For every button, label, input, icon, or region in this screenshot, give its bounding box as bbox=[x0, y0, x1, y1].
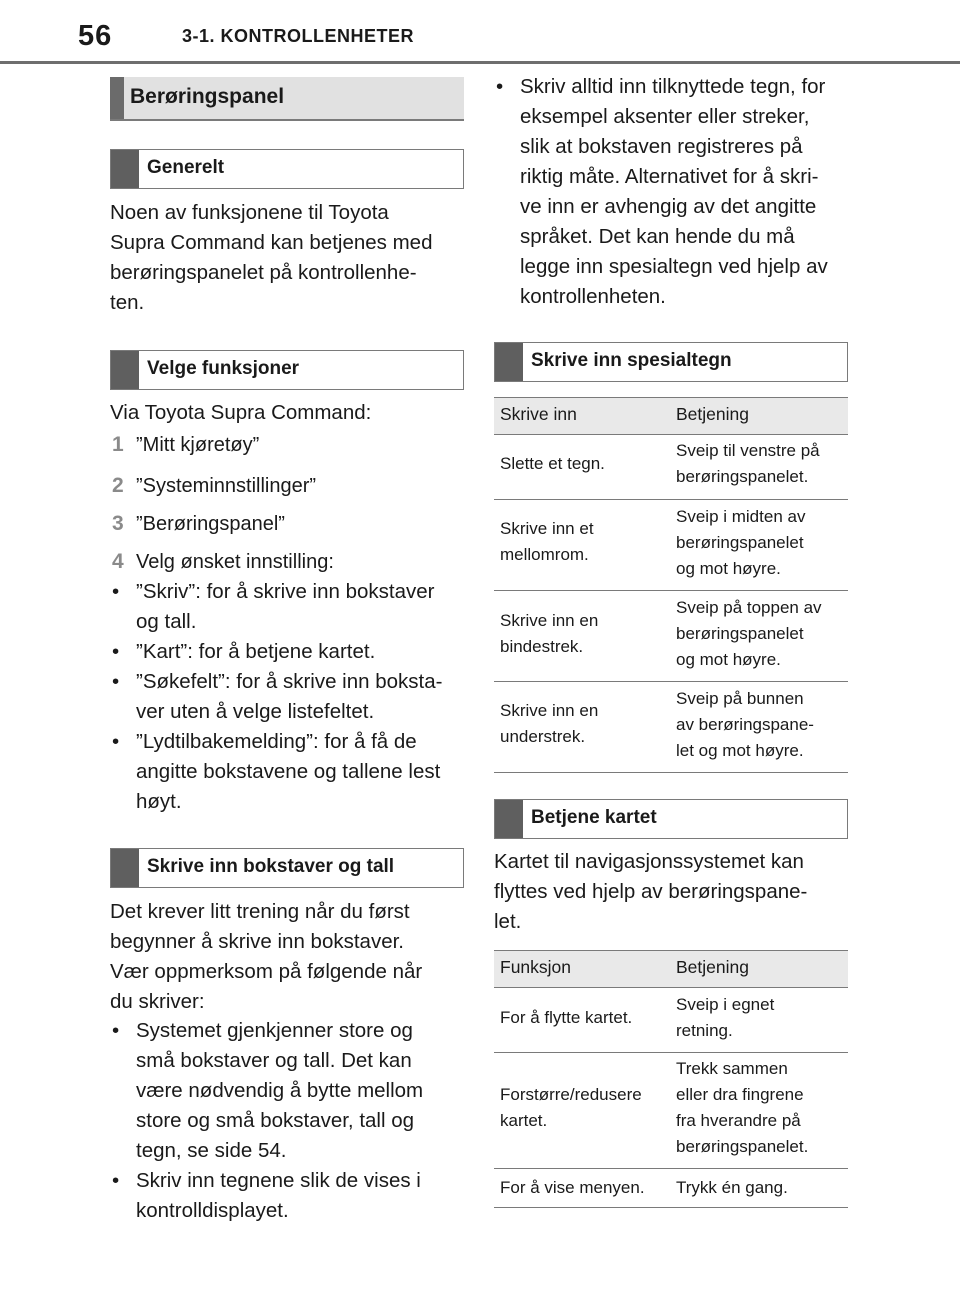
step-4: 4 Velg ønsket innstilling: bbox=[112, 550, 334, 573]
subheading-text: Skrive inn spesialtegn bbox=[531, 350, 732, 371]
bullet-item: • Skriv inn tegnene slik de vises i kontrolldisplayet. bbox=[112, 1169, 421, 1222]
bullet-item: • ”Søkefelt”: for å skrive inn boksta- ver uten å velge listefeltet. bbox=[112, 670, 443, 723]
bullet-item: • ”Kart”: for å betjene kartet. bbox=[112, 640, 376, 663]
table-row: Skrive inn en bindestrek. Sveip på toppen av berøringspanelet og mot høyre. bbox=[494, 591, 848, 682]
bullet-item: • Systemet gjenkjenner store og små bokstaver og tall. Det kan være nødvendig å bytte mellom store og små bokstaver, tall og tegn, se side 54. bbox=[112, 1019, 424, 1162]
section-title: Berøringspanel bbox=[130, 85, 285, 108]
generelt-paragraph: Noen av funksjonene til Toyota Supra Command kan betjenes med berøringspanelet på kontrollenhe- ten. bbox=[110, 201, 433, 314]
subheading-velge bbox=[110, 350, 464, 390]
table-row: For å flytte kartet. Sveip i egnet retning. bbox=[494, 988, 848, 1053]
subheading-kart bbox=[494, 799, 848, 839]
subheading-text: Generelt bbox=[147, 157, 225, 178]
step-2: 2 ”Systeminnstillinger” bbox=[112, 474, 317, 497]
table-row: Forstørre/redusere kartet. Trekk sammen eller dra fingrene fra hverandre på berøringspanelet. bbox=[494, 1053, 848, 1169]
subheading-skrive bbox=[110, 848, 464, 888]
step-1: 1 ”Mitt kjøretøy” bbox=[112, 433, 260, 456]
subheading-text: Velge funksjoner bbox=[147, 358, 300, 379]
subheading-generelt bbox=[110, 149, 464, 189]
table-row: Slette et tegn. Sveip til venstre på berøringspanelet. bbox=[494, 435, 848, 500]
velge-intro: Via Toyota Supra Command: bbox=[110, 401, 372, 424]
page-number: 56 bbox=[78, 20, 113, 52]
bullet-item: • Skriv alltid inn tilknyttede tegn, for eksempel aksenter eller streker, slik at bokstaven registreres på riktig måte. Alternativet for å skri- ve inn er avhengig av det angitte språket. Det kan hende du må legge inn spesialtegn ved hjelp av kontrollenheten. bbox=[496, 75, 828, 308]
table-row: Skrive inn en understrek. Sveip på bunnen av berøringspane- let og mot høyre. bbox=[494, 682, 848, 773]
table-header: Skrive inn Betjening bbox=[494, 397, 848, 435]
special-chars-table bbox=[494, 397, 848, 773]
map-table bbox=[494, 950, 848, 1208]
subheading-text: Betjene kartet bbox=[531, 807, 657, 828]
section-title-bar bbox=[110, 77, 464, 121]
subheading-spesialtegn bbox=[494, 342, 848, 382]
table-row: Skrive inn et mellomrom. Sveip i midten av berøringspanelet og mot høyre. bbox=[494, 500, 848, 591]
bullet-item: • ”Lydtilbakemelding”: for å få de angitte bokstavene og tallene lest høyt. bbox=[112, 730, 441, 813]
skrive-paragraph: Det krever litt trening når du først begynner å skrive inn bokstaver. Vær oppmerksom på følgende når du skriver: bbox=[110, 900, 423, 1013]
bullet-item: • ”Skriv”: for å skrive inn bokstaver og tall. bbox=[112, 580, 435, 633]
table-header: Funksjon Betjening bbox=[494, 950, 848, 988]
table-row: For å vise menyen. Trykk én gang. bbox=[494, 1169, 848, 1208]
kart-paragraph: Kartet til navigasjonssystemet kan flyttes ved hjelp av berøringspane- let. bbox=[494, 850, 808, 933]
step-3: 3 ”Berøringspanel” bbox=[112, 512, 285, 535]
header-rule bbox=[0, 61, 960, 64]
subheading-text: Skrive inn bokstaver og tall bbox=[147, 856, 395, 877]
chapter-title: 3-1. KONTROLLENHETER bbox=[182, 26, 415, 46]
